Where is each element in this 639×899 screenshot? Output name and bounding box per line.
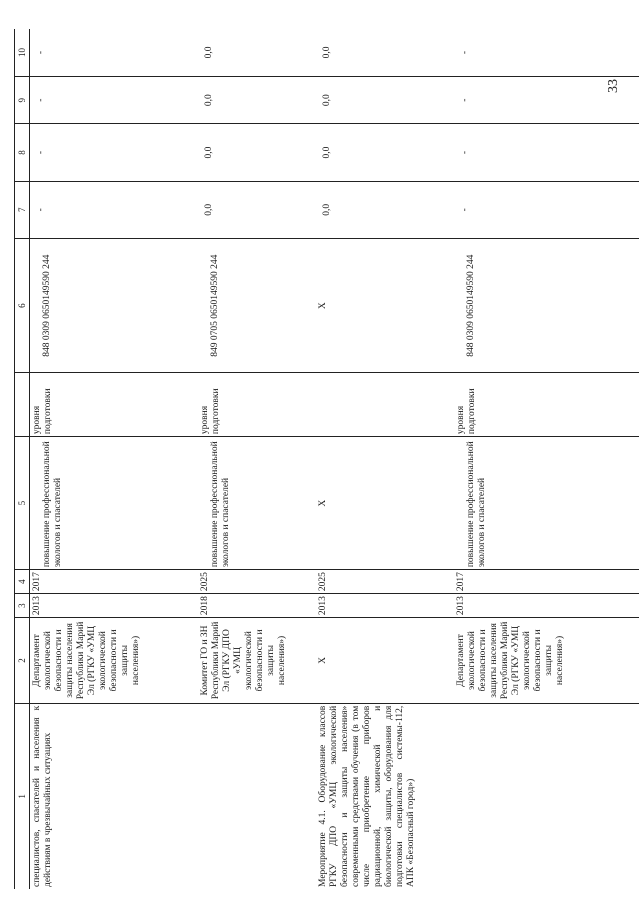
executor-cell: Департамент экологической безопасности и защиты населения Республики Марий Эл (РГКУ «УМЦ экологической безопасности и защиты населения») — [454, 618, 639, 704]
measure-cell: специалистов, спасателей и населения к действиям в чрезвычайных ситуациях — [30, 703, 198, 889]
header-cell: 6 — [15, 238, 30, 372]
value-cell: - — [30, 124, 198, 181]
header-cell: 9 — [15, 76, 30, 123]
value-cell: - — [454, 181, 639, 238]
value-cell: - — [454, 124, 639, 181]
header-cell: 4 — [15, 570, 30, 594]
header-cell: 1 — [15, 703, 30, 889]
value-cell: 0,0 — [316, 124, 454, 181]
value-cell: 0,0 — [316, 29, 454, 76]
header-cell: 10 — [15, 29, 30, 76]
value-cell: - — [454, 76, 639, 123]
result-cell-extra: уровня подготовки — [198, 373, 316, 437]
program-table — [14, 29, 639, 889]
end-year-cell: 2025 — [198, 570, 316, 594]
end-year-cell: 2017 — [30, 570, 198, 594]
value-cell: - — [30, 181, 198, 238]
result-cell: повышение профессиональной экологов и спасателей — [30, 437, 198, 570]
value-cell: - — [30, 29, 198, 76]
value-cell: - — [30, 76, 198, 123]
start-year-cell: 2018 — [198, 594, 316, 618]
rotated-page — [0, 29, 639, 889]
value-cell: 0,0 — [198, 76, 316, 123]
header-cell — [15, 373, 30, 437]
start-year-cell: 2013 — [316, 594, 454, 618]
measure-cell — [454, 703, 639, 889]
result-cell-extra: уровня подготовки — [454, 373, 639, 437]
header-cell: 2 — [15, 618, 30, 704]
value-cell: 0,0 — [316, 181, 454, 238]
value-cell: 0,0 — [198, 29, 316, 76]
budget-code-cell: 848 0309 0650149590 244 — [30, 238, 198, 372]
table-row — [454, 29, 639, 889]
measure-cell: Мероприятие 4.1. Оборудование классов РГКУ ДПО «УМЦ экологической безопасности и защиты населения» современными средствами обучения (в том числе приобретение приборов радиационной, химической и биологической защиты, оборудования для подготовки специалистов системы-112, АПК «Безопасный город») — [316, 703, 454, 889]
header-cell: 3 — [15, 594, 30, 618]
budget-code-cell: 849 0705 0650149590 244 — [198, 238, 316, 372]
result-cell: повышение профессиональной экологов и спасателей — [454, 437, 639, 570]
start-year-cell: 2013 — [30, 594, 198, 618]
value-cell: 0,0 — [316, 76, 454, 123]
page-number: 33 — [606, 79, 621, 93]
executor-cell: Комитет ГО и ЗН Республики Марий Эл (РГКУ ДПО «УМЦ экологической безопасности и защиты населения») — [198, 618, 316, 704]
result-cell: X — [316, 437, 454, 570]
table-row — [198, 29, 316, 889]
result-cell: повышение профессиональной экологов и спасателей — [198, 437, 316, 570]
end-year-cell: 2025 — [316, 570, 454, 594]
table-row — [316, 29, 454, 889]
header-cell: 5 — [15, 437, 30, 570]
executor-cell: Департамент экологической безопасности и защиты населения Республики Марий Эл (РГКУ «УМЦ экологической безопасности и защиты населения») — [30, 618, 198, 704]
budget-code-cell: 848 0309 0650149590 244 — [454, 238, 639, 372]
value-cell: 0,0 — [198, 124, 316, 181]
end-year-cell: 2017 — [454, 570, 639, 594]
result-cell-extra — [316, 373, 454, 437]
header-cell: 7 — [15, 181, 30, 238]
header-row — [15, 29, 30, 889]
table-row — [30, 29, 198, 889]
value-cell: 0,0 — [198, 181, 316, 238]
value-cell: - — [454, 29, 639, 76]
header-cell: 8 — [15, 124, 30, 181]
result-cell-extra: уровня подготовки — [30, 373, 198, 437]
measure-cell — [198, 703, 316, 889]
start-year-cell: 2013 — [454, 594, 639, 618]
executor-cell: X — [316, 618, 454, 704]
budget-code-cell: X — [316, 238, 454, 372]
